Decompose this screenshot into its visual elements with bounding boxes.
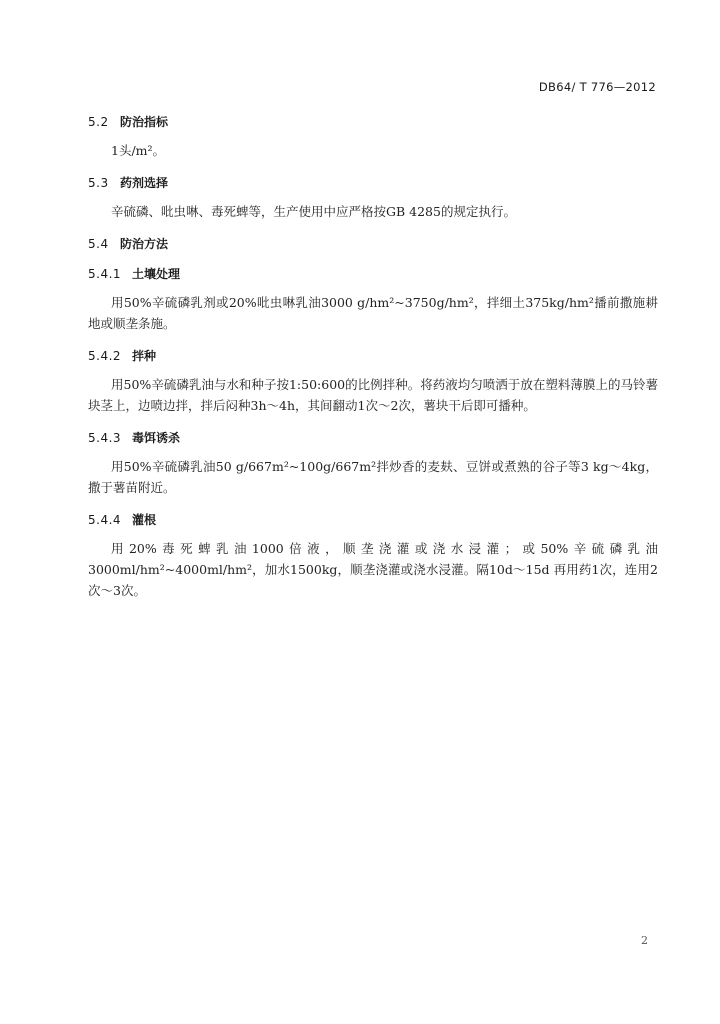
section-heading-5-4-3: [88, 428, 658, 448]
section-paragraph-5-4-2: 用50%辛硫磷乳油与水和种子按1:50:600的比例拌种。将药液均匀喷洒于放在塑料薄膜上的马铃薯块茎上，边喷边拌，拌后闷种3h～4h，其间翻动1次～2次，薯块干后即可播种。: [88, 377, 658, 413]
section-number: 5.4.4: [88, 513, 122, 527]
section-title: 防治方法: [120, 237, 169, 251]
section-paragraph-5-3: 辛硫磷、吡虫啉、毒死蜱等，生产使用中应严格按GB 4285的规定执行。: [111, 204, 516, 219]
section-paragraph-5-4-4: 用20%毒死蜱乳油1000倍液，顺垄浇灌或浇水浸灌；或50%辛硫磷乳油3000ml/hm²~4000ml/hm²，加水1500kg，顺垄浇灌或浇水浸灌。隔10d～15d 再用药1次，连用2次～3次。: [88, 541, 658, 598]
standard-code: DB64/ T 776—2012: [538, 80, 656, 94]
section-title: 毒饵诱杀: [132, 431, 181, 445]
section-heading-5-4: [88, 234, 658, 254]
section-number: 5.4.3: [88, 431, 122, 445]
section-paragraph-5-4-1: 用50%辛硫磷乳剂或20%吡虫啉乳油3000 g/hm²~3750g/hm²，拌细土375kg/hm²播前撒施耕地或顺垄条施。: [88, 295, 658, 331]
section-heading-5-2: [88, 112, 658, 132]
page-content: [88, 112, 658, 601]
section-title: 药剂选择: [120, 176, 169, 190]
section-heading-5-4-4: [88, 510, 658, 530]
section-title: 灌根: [132, 513, 157, 527]
section-number: 5.4.2: [88, 349, 122, 363]
section-paragraph-5-2: 1头/m²。: [111, 143, 166, 158]
section-title: 防治指标: [120, 115, 169, 129]
section-heading-5-4-1: [88, 264, 658, 284]
page-number: 2: [641, 934, 648, 947]
section-number: 5.4.1: [88, 267, 122, 281]
section-number: 5.4: [88, 237, 109, 251]
section-number: 5.3: [88, 176, 109, 190]
section-title: 土壤处理: [132, 267, 181, 281]
section-heading-5-4-2: [88, 346, 658, 366]
section-number: 5.2: [88, 115, 109, 129]
section-paragraph-5-4-3: 用50%辛硫磷乳油50 g/667m²~100g/667m²拌炒香的麦麸、豆饼或煮熟的谷子等3 kg～4kg，撒于薯苗附近。: [88, 459, 658, 495]
section-title: 拌种: [132, 349, 157, 363]
section-heading-5-3: [88, 173, 658, 193]
